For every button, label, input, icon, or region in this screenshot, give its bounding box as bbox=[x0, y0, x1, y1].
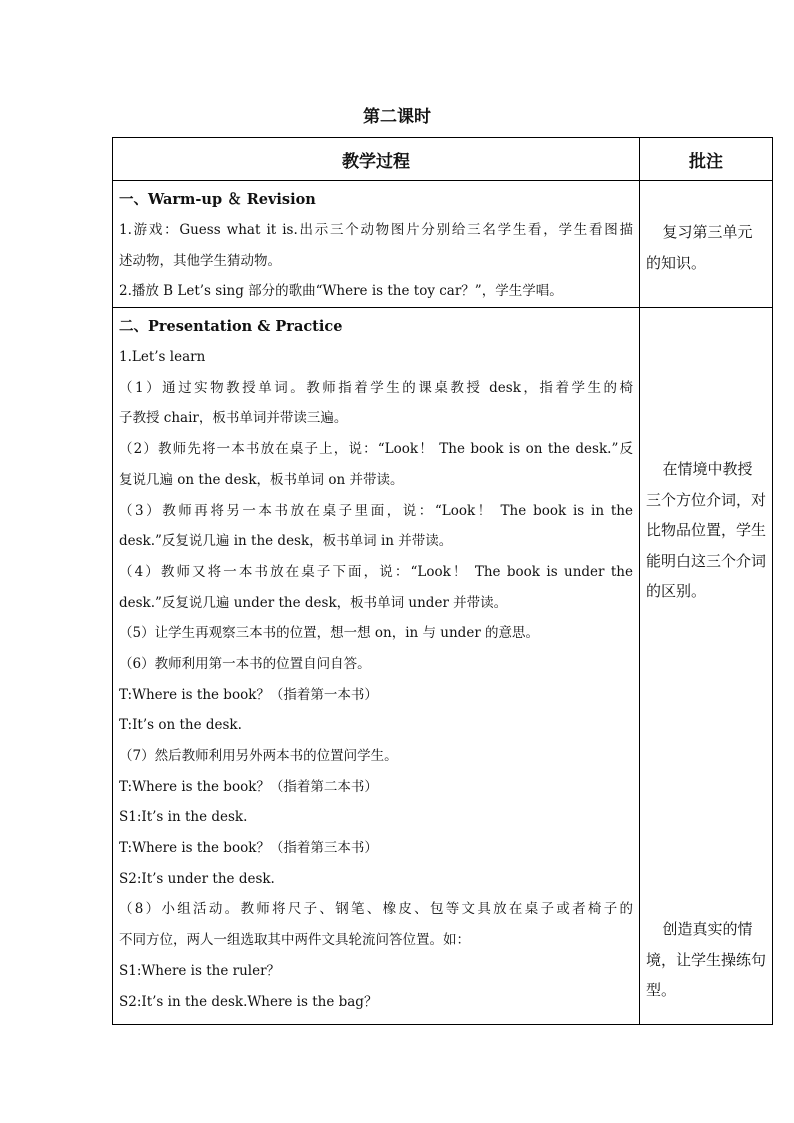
presentation-content-cell bbox=[113, 308, 640, 1025]
text-line: （1）通过实物教授单词。教师指着学生的课桌教授 desk，指着学生的椅 bbox=[119, 379, 633, 396]
annotation-note: 在情境中教授三个方位介词，对比物品位置，学生能明白这三个介词的区别。 bbox=[646, 460, 767, 601]
text-line: desk.”反复说几遍 under the desk，板书单词 under 并带读。 bbox=[119, 594, 508, 611]
text-line: （2）教师先将一本书放在桌子上，说：“Look！ The book is on the desk.”反 bbox=[119, 441, 633, 458]
text-line: 子教授 chair，板书单词并带读三遍。 bbox=[119, 410, 348, 427]
text-line: T:It’s on the desk. bbox=[119, 717, 242, 734]
text-line: （5）让学生再观察三本书的位置，想一想 on，in 与 under 的意思。 bbox=[119, 625, 540, 642]
text-line: T:Where is the book？（指着第三本书） bbox=[119, 840, 378, 857]
text-line: （6）教师利用第一本书的位置自问自答。 bbox=[119, 655, 371, 672]
text-line: S2:It’s under the desk. bbox=[119, 870, 275, 887]
section-heading: 一、Warm-up ＆ Revision bbox=[119, 191, 316, 208]
text-line: S1:Where is the ruler？ bbox=[119, 962, 281, 979]
warmup-content-cell bbox=[113, 181, 640, 308]
text-line: 1.Let’s learn bbox=[119, 349, 206, 366]
text-line: S2:It’s in the desk.Where is the bag？ bbox=[119, 993, 378, 1010]
text-line: （4）教师又将一本书放在桌子下面，说：“Look！ The book is under the bbox=[119, 563, 633, 580]
table-header-row bbox=[113, 138, 773, 181]
warmup-note-cell bbox=[640, 181, 773, 308]
text-line: 2.播放 B Let’s sing 部分的歌曲“Where is the toy car？”，学生学唱。 bbox=[119, 283, 563, 300]
annotation-note: 复习第三单元的知识。 bbox=[646, 223, 753, 272]
annotation-note: 创造真实的情境，让学生操练句型。 bbox=[646, 920, 767, 1000]
text-line: desk.”反复说几遍 in the desk，板书单词 in 并带读。 bbox=[119, 533, 453, 550]
text-line: （8）小组活动。教师将尺子、钢笔、橡皮、包等文具放在桌子或者椅子的 bbox=[119, 901, 633, 918]
text-line: （3）教师再将另一本书放在桌子里面，说：“Look！ The book is in the bbox=[119, 502, 633, 519]
text-line: （7）然后教师利用另外两本书的位置问学生。 bbox=[119, 748, 398, 764]
section-heading: 二、Presentation & Practice bbox=[119, 318, 343, 336]
text-line: 1.游戏：Guess what it is.出示三个动物图片分别给三名学生看，学生看图描 bbox=[119, 222, 633, 238]
text-line: 不同方位，两人一组选取其中两件文具轮流问答位置。如： bbox=[119, 932, 470, 949]
page-title: 第二课时 bbox=[363, 107, 431, 127]
presentation-note-cell bbox=[640, 308, 773, 1025]
text-line: 述动物，其他学生猜动物。 bbox=[119, 252, 281, 269]
text-line: 复说几遍 on the desk，板书单词 on 并带读。 bbox=[119, 471, 404, 488]
section-presentation-row bbox=[113, 308, 773, 1025]
text-line: T:Where is the book？（指着第一本书） bbox=[119, 686, 378, 703]
text-line: T:Where is the book？（指着第二本书） bbox=[119, 778, 378, 795]
lesson-plan-table bbox=[112, 137, 773, 1025]
text-line: S1:It’s in the desk. bbox=[119, 809, 248, 826]
section-warmup-row bbox=[113, 181, 773, 308]
header-teaching-process: 教学过程 bbox=[113, 138, 640, 181]
header-notes: 批注 bbox=[640, 138, 773, 181]
